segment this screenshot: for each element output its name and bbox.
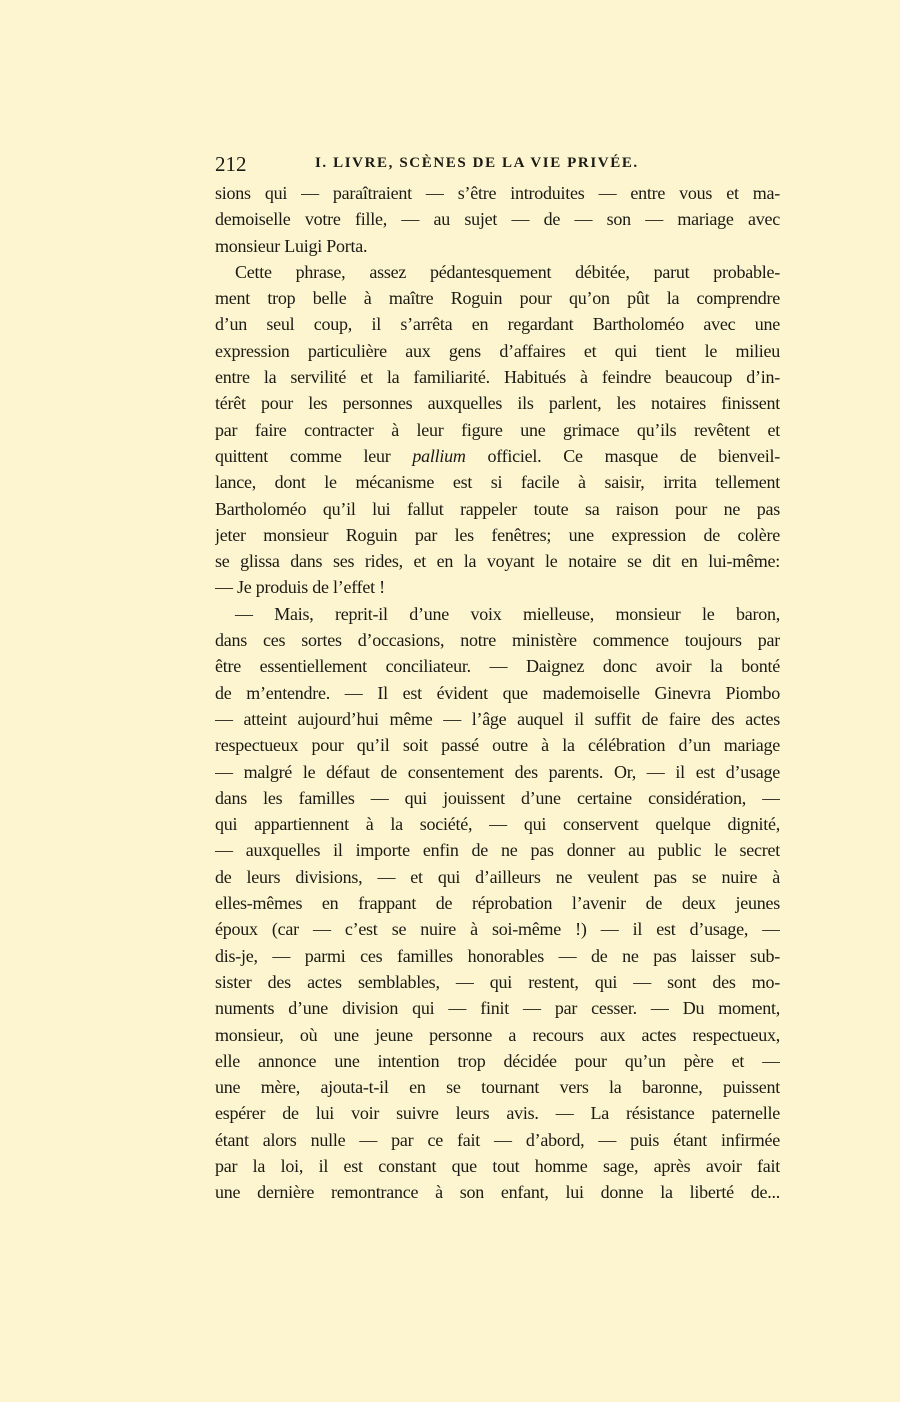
text-line: sister des actes semblables, — qui restent, qui — sont des mo- bbox=[215, 971, 780, 992]
text-line: de m’entendre. — Il est évident que mademoiselle Ginevra Piombo bbox=[215, 682, 780, 703]
line-segment: officiel. Ce masque de bienveil- bbox=[465, 445, 780, 466]
page-number: 212 bbox=[215, 152, 247, 176]
text-line: dans les familles — qui jouissent d’une certaine considération, — bbox=[215, 787, 780, 808]
text-line: monsieur, où une jeune personne a recours aux actes respectueux, bbox=[215, 1024, 780, 1045]
text-line: de leurs divisions, — et qui d’ailleurs ne veulent pas se nuire à bbox=[215, 866, 780, 887]
text-line: — Mais, reprit-il d’une voix mielleuse, monsieur le baron, bbox=[235, 603, 780, 624]
text-line: térêt pour les personnes auxquelles ils parlent, les notaires finissent bbox=[215, 393, 780, 414]
text-line: être essentiellement conciliateur. — Daignez donc avoir la bonté bbox=[215, 656, 780, 677]
text-line: par la loi, il est constant que tout homme sage, après avoir fait bbox=[215, 1155, 780, 1176]
running-title: I. LIVRE, SCÈNES DE LA VIE PRIVÉE. bbox=[315, 155, 639, 171]
text-line: jeter monsieur Roguin par les fenêtres; une expression de colère bbox=[215, 524, 780, 545]
text-line: respectueux pour qu’il soit passé outre à la célébration d’un mariage bbox=[215, 735, 780, 756]
text-line: une dernière remontrance à son enfant, lui donne la liberté de... bbox=[215, 1182, 780, 1203]
text-line: une mère, ajouta-t-il en se tournant vers la baronne, puissent bbox=[215, 1077, 780, 1098]
text-line: demoiselle votre fille, — au sujet — de — son — mariage avec bbox=[215, 209, 780, 230]
page-body-text bbox=[215, 180, 780, 1206]
text-line: numents d’une division qui — finit — par cesser. — Du moment, bbox=[215, 998, 780, 1019]
text-line: entre la servilité et la familiarité. Habitués à feindre beaucoup d’in- bbox=[215, 367, 780, 388]
text-line: dans ces sortes d’occasions, notre ministère commence toujours par bbox=[215, 630, 780, 651]
italic-word: pallium bbox=[412, 445, 466, 466]
text-line: — malgré le défaut de consentement des parents. Or, — il est d’usage bbox=[215, 761, 780, 782]
text-line bbox=[215, 443, 780, 469]
text-line: époux (car — c’est se nuire à soi-même !) — il est d’usage, — bbox=[215, 919, 780, 940]
text-line: — Je produis de l’effet ! bbox=[215, 577, 385, 598]
text-line: étant alors nulle — par ce fait — d’abord, — puis étant infirmée bbox=[215, 1129, 780, 1150]
text-line: espérer de lui voir suivre leurs avis. — La résistance paternelle bbox=[215, 1103, 780, 1124]
text-line: se glissa dans ses rides, et en la voyant le notaire se dit en lui-même: bbox=[215, 551, 780, 572]
text-line: — auxquelles il importe enfin de ne pas donner au public le secret bbox=[215, 840, 780, 861]
text-line: d’un seul coup, il s’arrêta en regardant Bartholoméo avec une bbox=[215, 314, 780, 335]
text-line: Bartholoméo qu’il lui fallut rappeler toute sa raison pour ne pas bbox=[215, 498, 780, 519]
text-line: dis-je, — parmi ces familles honorables — de ne pas laisser sub- bbox=[215, 945, 780, 966]
text-line: elle annonce une intention trop décidée pour qu’un père et — bbox=[215, 1050, 780, 1071]
text-line: qui appartiennent à la société, — qui conservent quelque dignité, bbox=[215, 814, 780, 835]
text-line: elles-mêmes en frappant de réprobation l’avenir de deux jeunes bbox=[215, 893, 780, 914]
text-line: lance, dont le mécanisme est si facile à saisir, irrita tellement bbox=[215, 472, 780, 493]
text-line: sions qui — paraîtraient — s’être introduites — entre vous et ma- bbox=[215, 183, 780, 203]
line-segment: quittent comme leur bbox=[215, 445, 413, 466]
text-line: expression particulière aux gens d’affaires et qui tient le milieu bbox=[215, 340, 780, 361]
text-line: — atteint aujourd’hui même — l’âge auquel il suffit de faire des actes bbox=[215, 708, 780, 729]
text-line: par faire contracter à leur figure une grimace qu’ils revêtent et bbox=[215, 419, 780, 440]
running-header bbox=[215, 152, 780, 182]
text-line: Cette phrase, assez pédantesquement débitée, parut probable- bbox=[235, 261, 780, 282]
text-line: monsieur Luigi Porta. bbox=[215, 235, 368, 256]
text-line: ment trop belle à maître Roguin pour qu’on pût la comprendre bbox=[215, 288, 780, 309]
